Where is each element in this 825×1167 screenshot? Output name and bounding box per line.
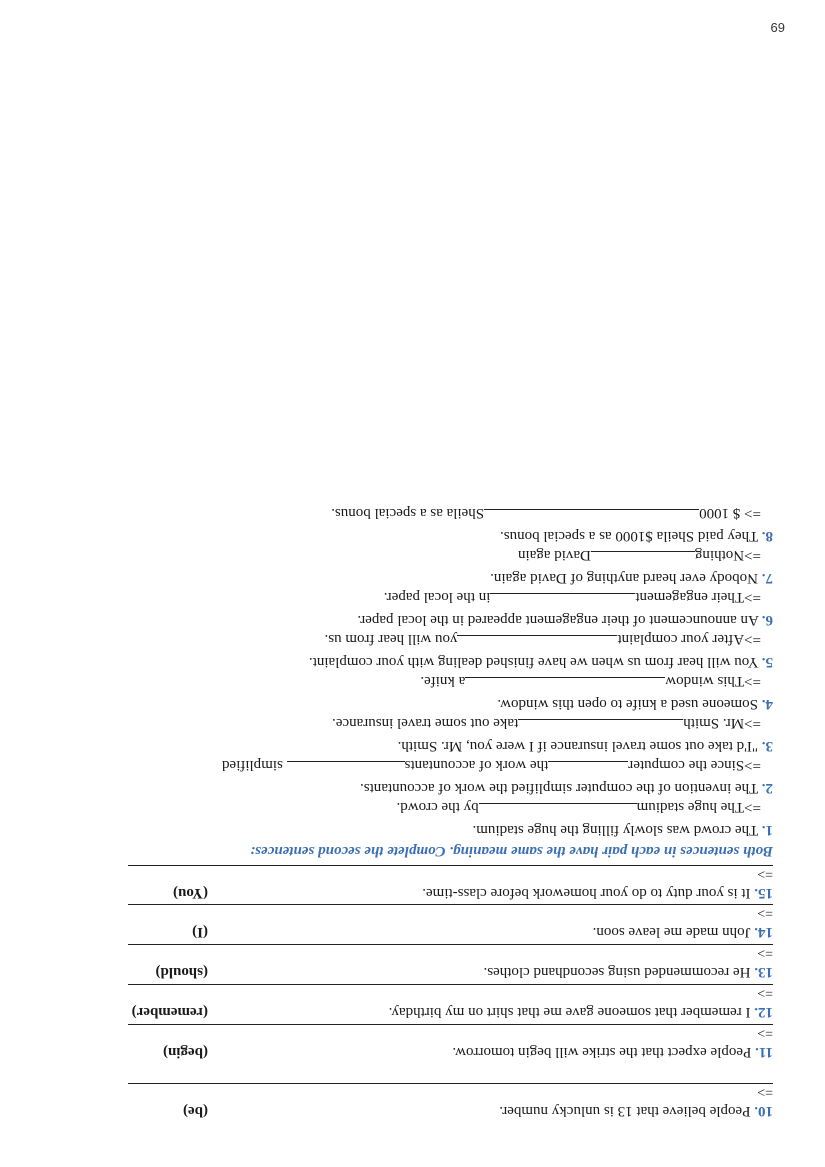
answer-arrow: => — [757, 905, 773, 920]
pair-sentence: The invention of the computer simplified the work of accountants. — [360, 780, 759, 796]
pair-sentence: An announcement of their engagement appeared in the local paper. — [357, 612, 759, 628]
pair-sentence: Someone used a knife to open this window. — [497, 696, 758, 712]
answer-arrow: => — [757, 1025, 773, 1040]
exercise-number: 12. — [754, 1004, 773, 1020]
pair-number: 7. — [761, 570, 773, 586]
exercise-text: I remember that someone gave me that shirt on my birthday. — [388, 1004, 751, 1020]
answer-prefix: =>After your complaint — [617, 631, 761, 647]
answer-underline — [128, 865, 773, 866]
exercise-text: People believe that 13 is unlucky number. — [499, 1103, 751, 1119]
answer-prefix: =>Mr. Smith — [683, 715, 761, 731]
answer-blank[interactable] — [518, 719, 683, 734]
pair-7-sentence — [490, 568, 773, 587]
answer-prefix: => $ 1000 — [699, 505, 761, 521]
answer-underline — [128, 1083, 773, 1084]
answer-underline — [128, 944, 773, 945]
answer-suffix: in the local paper. — [383, 589, 491, 605]
pair-4-answer[interactable] — [420, 671, 761, 692]
answer-line[interactable] — [128, 981, 773, 1000]
answer-arrow: => — [757, 866, 773, 881]
exercise-number: 15. — [754, 885, 773, 901]
page-number: 69 — [770, 20, 785, 35]
answer-line[interactable] — [128, 941, 773, 960]
pair-sentence: They paid Sheila $1000 as a special bonus. — [499, 528, 759, 544]
answer-suffix: you will hear from us. — [324, 631, 458, 647]
answer-underline — [128, 904, 773, 905]
pair-2-answer[interactable] — [222, 755, 761, 776]
pair-4-sentence — [497, 694, 773, 713]
exercise-number: 13. — [754, 964, 773, 980]
answer-line[interactable] — [128, 1080, 773, 1099]
exercise-keyword: (You) — [172, 885, 208, 901]
pair-6-sentence — [357, 610, 773, 629]
answer-blank[interactable] — [287, 761, 405, 776]
answer-suffix: by the crowd. — [396, 799, 479, 815]
answer-suffix-2: simplified — [222, 757, 283, 773]
pair-3-sentence — [398, 736, 773, 755]
answer-line[interactable] — [128, 901, 773, 920]
answer-underline — [128, 984, 773, 985]
pair-6-answer[interactable] — [384, 587, 761, 608]
exercise-keyword: (be) — [183, 1103, 208, 1119]
exercise-number: 10. — [754, 1103, 773, 1119]
pair-number: 8. — [761, 528, 773, 544]
pair-sentence: The crowd was slowly filling the huge stadium. — [472, 822, 759, 838]
answer-prefix: =>Nothing — [694, 547, 761, 563]
pair-number: 5. — [761, 654, 773, 670]
pair-5-sentence — [309, 652, 773, 671]
answer-blank[interactable] — [465, 677, 665, 692]
exercise-13 — [123, 962, 773, 981]
exercise-text: People expect that the strike will begin tomorrow. — [452, 1044, 752, 1060]
pair-sentence: You will hear from us when we have finished dealing with your complaint. — [308, 654, 759, 670]
answer-suffix: a knife. — [420, 673, 466, 689]
exercise-number: 11. — [755, 1044, 773, 1060]
pair-number: 2. — [761, 780, 773, 796]
exercise-text: John made me leave soon. — [592, 924, 751, 940]
pair-number: 6. — [761, 612, 773, 628]
answer-blank[interactable] — [484, 509, 699, 524]
pair-1-sentence — [472, 820, 773, 839]
section-instruction: Both sentences in each pair have the same meaning. Complete the second sentences: — [250, 843, 773, 859]
pair-number: 1. — [761, 822, 773, 838]
exercise-10 — [123, 1101, 773, 1120]
answer-line[interactable] — [128, 862, 773, 881]
pair-5-answer[interactable] — [325, 629, 761, 650]
exercise-text: It is your duty to do your homework before class-time. — [422, 885, 751, 901]
pair-8-answer[interactable] — [331, 503, 761, 524]
pair-sentence: Nobody ever heard anything of David again. — [490, 570, 758, 586]
pair-7-answer[interactable] — [518, 545, 761, 566]
answer-arrow: => — [757, 945, 773, 960]
exercise-14 — [123, 922, 773, 941]
answer-arrow: => — [757, 1084, 773, 1099]
pair-1-answer[interactable] — [397, 797, 761, 818]
answer-blank[interactable] — [490, 593, 635, 608]
answer-blank[interactable] — [479, 803, 637, 818]
answer-suffix: David again — [518, 547, 591, 563]
exercise-11 — [123, 1042, 773, 1061]
exercise-15 — [123, 883, 773, 902]
pair-8-sentence — [500, 526, 773, 545]
answer-prefix: =>This window — [665, 673, 761, 689]
answer-blank[interactable] — [457, 635, 617, 650]
answer-prefix: =>The huge stadium — [636, 799, 761, 815]
exercise-keyword: (remember) — [131, 1004, 208, 1020]
answer-suffix: take out some travel insurance. — [332, 715, 519, 731]
answer-arrow: => — [757, 985, 773, 1000]
exercise-text: He recommended using secondhand clothes. — [483, 964, 751, 980]
answer-blank[interactable] — [591, 551, 695, 566]
answer-prefix: =>Since the computer — [628, 757, 761, 773]
pair-sentence: "I'd take out some travel insurance if I were you, Mr. Smith. — [397, 738, 758, 754]
answer-line[interactable] — [128, 1021, 773, 1040]
pair-number: 3. — [761, 738, 773, 754]
exercise-keyword: (begin) — [163, 1044, 208, 1060]
exercise-keyword: (I) — [192, 924, 208, 940]
answer-prefix: =>Their engagement — [635, 589, 761, 605]
pair-2-sentence — [360, 778, 773, 797]
answer-underline — [128, 1024, 773, 1025]
answer-suffix: the work of accountants — [404, 757, 549, 773]
pair-3-answer[interactable] — [332, 713, 761, 734]
exercise-number: 14. — [754, 924, 773, 940]
exercise-keyword: (should) — [155, 964, 208, 980]
answer-suffix: Sheila as a special bonus. — [331, 505, 485, 521]
pair-number: 4. — [761, 696, 773, 712]
exercise-12-row — [123, 1002, 773, 1021]
answer-blank[interactable] — [548, 761, 628, 776]
